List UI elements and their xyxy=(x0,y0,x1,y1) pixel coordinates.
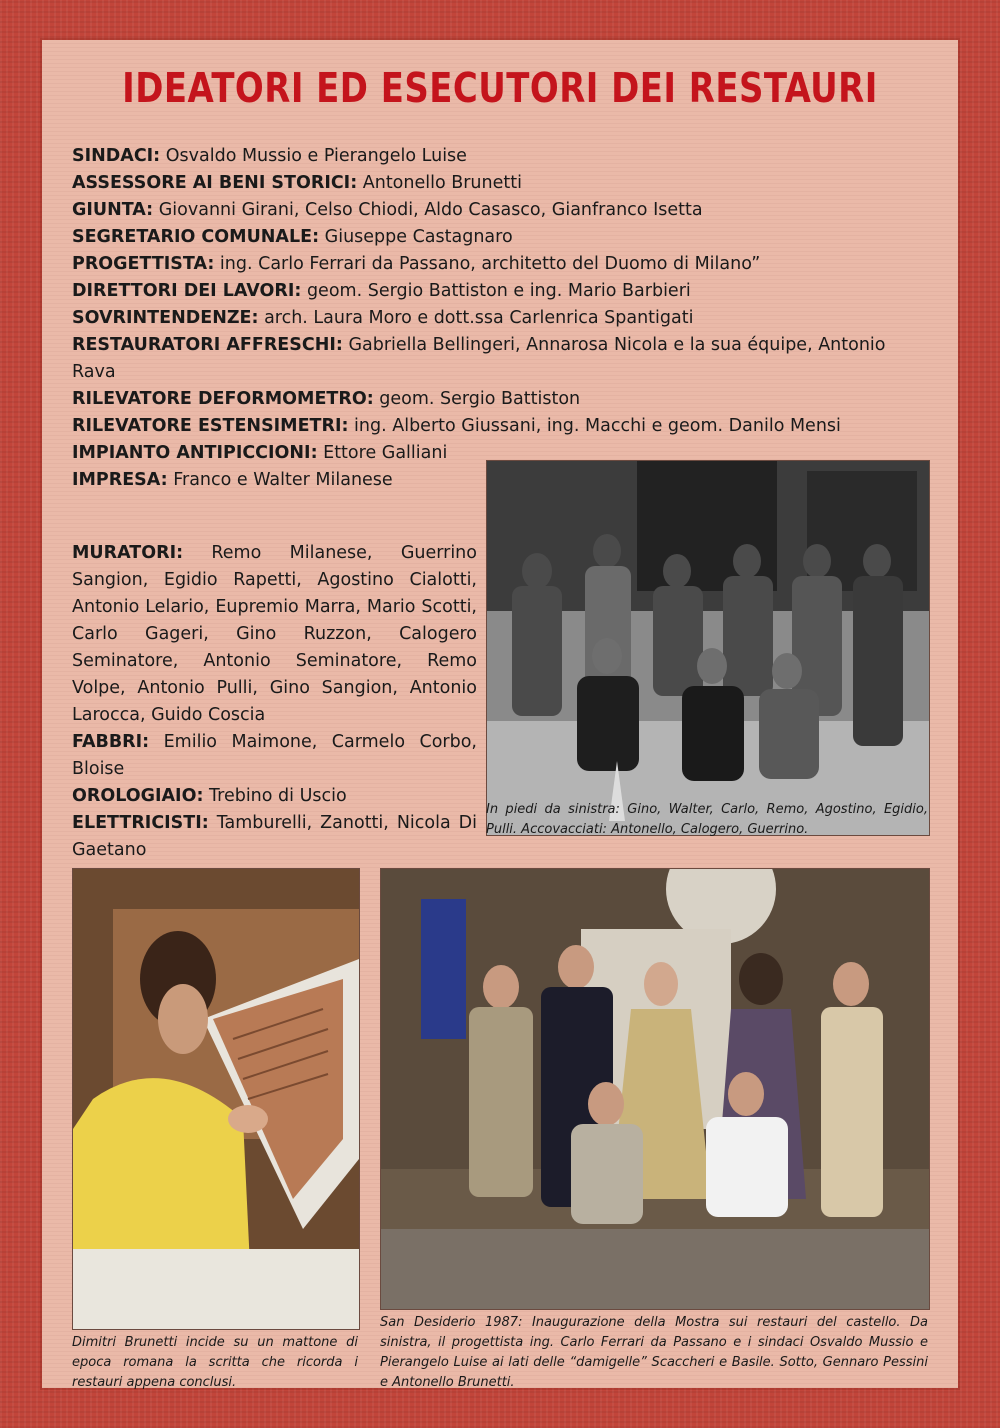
credit-text: Antonello Brunetti xyxy=(357,173,522,193)
page-title: IDEATORI ED ESECUTORI DEI RESTAURI xyxy=(122,64,878,112)
credit-label: SOVRINTENDENZE: xyxy=(72,308,259,328)
engraver-photo-caption: Dimitri Brunetti incide su un mattone di epoca romana la scritta che ricorda i restauri appena conclusi. xyxy=(72,1335,358,1390)
credit-label: RESTAURATORI AFFRESCHI: xyxy=(72,335,343,355)
credit-row xyxy=(72,278,932,305)
credit-text: Gabriella Bellingeri, Annarosa Nicola e la sua équipe, Antonio Rava xyxy=(72,335,886,382)
credit-row xyxy=(72,540,477,729)
credit-text: Osvaldo Mussio e Pierangelo Luise xyxy=(160,146,467,166)
credit-label: IMPIANTO ANTIPICCIONI: xyxy=(72,443,318,463)
credit-row xyxy=(72,170,932,197)
credit-label: DIRETTORI DEI LAVORI: xyxy=(72,281,302,301)
credit-label: RILEVATORE DEFORMOMETRO: xyxy=(72,389,374,409)
credit-row xyxy=(72,251,932,278)
credit-text: Remo Milanese, Guerrino Sangion, Egidio Rapetti, Agostino Cialotti, Antonio Lelario, Eupremio Marra, Mario Scotti, Carlo Gageri, Gino Ruzzon, Calogero Seminatore, Antonio Seminatore, Remo Volpe, Antonio Pulli, Gino Sangion, Antonio Larocca, Guido Coscia xyxy=(72,543,477,725)
credit-label: ASSESSORE AI BENI STORICI: xyxy=(72,173,358,193)
workers-photo-caption: In piedi da sinistra: Gino, Walter, Carlo, Remo, Agostino, Egidio, Pulli. Accovacciati: Antonello, Calogero, Guerrino. xyxy=(486,802,928,837)
credit-text: Tamburelli, Zanotti, Nicola Di Gaetano xyxy=(72,813,477,860)
credit-row xyxy=(72,386,932,413)
credit-text: ing. Carlo Ferrari da Passano, architetto del Duomo di Milano” xyxy=(214,254,761,274)
credit-row xyxy=(72,729,477,783)
credit-label: GIUNTA: xyxy=(72,200,154,220)
credit-label: RILEVATORE ESTENSIMETRI: xyxy=(72,416,349,436)
credit-label: FABBRI: xyxy=(72,732,150,752)
credit-label: SINDACI: xyxy=(72,146,161,166)
credit-label: MURATORI: xyxy=(72,543,184,563)
credit-text: Trebino di Uscio xyxy=(203,786,347,806)
credit-row xyxy=(72,810,477,864)
credit-label: IMPRESA: xyxy=(72,470,168,490)
credit-row xyxy=(72,143,932,170)
credit-text: Emilio Maimone, Carmelo Corbo, Bloise xyxy=(72,732,477,779)
credit-row xyxy=(72,413,932,440)
credit-text: geom. Sergio Battiston xyxy=(373,389,581,409)
credit-row xyxy=(72,305,932,332)
credit-text: arch. Laura Moro e dott.ssa Carlenrica Spantigati xyxy=(258,308,694,328)
workers-photo xyxy=(486,460,930,836)
credit-row xyxy=(72,197,932,224)
credit-label: ELETTRICISTI: xyxy=(72,813,209,833)
inauguration-photo-caption: San Desiderio 1987: Inaugurazione della Mostra sui restauri del castello. Da sinistra, il progettista ing. Carlo Ferrari da Passano e i sindaci Osvaldo Mussio e Pierangelo Luise ai lati delle “damigelle” Scaccheri e Basile. Sotto, Gennaro Pessini e Antonello Brunetti. xyxy=(380,1315,928,1390)
credit-row xyxy=(72,224,932,251)
credit-text: geom. Sergio Battiston e ing. Mario Barbieri xyxy=(301,281,691,301)
content-panel xyxy=(42,40,958,1388)
credit-text: Giovanni Girani, Celso Chiodi, Aldo Casasco, Gianfranco Isetta xyxy=(153,200,703,220)
credits-list-narrow xyxy=(72,540,477,891)
credit-label: PROGETTISTA: xyxy=(72,254,215,274)
credits-list xyxy=(72,143,932,494)
credit-text: Ettore Galliani xyxy=(317,443,448,463)
credit-label: OROLOGIAIO: xyxy=(72,786,204,806)
credit-text: Franco e Walter Milanese xyxy=(167,470,393,490)
inauguration-photo xyxy=(380,868,930,1310)
credit-row xyxy=(72,783,477,810)
credit-text: Giuseppe Castagnaro xyxy=(319,227,513,247)
credit-label: SEGRETARIO COMUNALE: xyxy=(72,227,320,247)
engraver-photo xyxy=(72,868,360,1330)
credit-row xyxy=(72,332,932,386)
credit-text: ing. Alberto Giussani, ing. Macchi e geom. Danilo Mensi xyxy=(348,416,841,436)
